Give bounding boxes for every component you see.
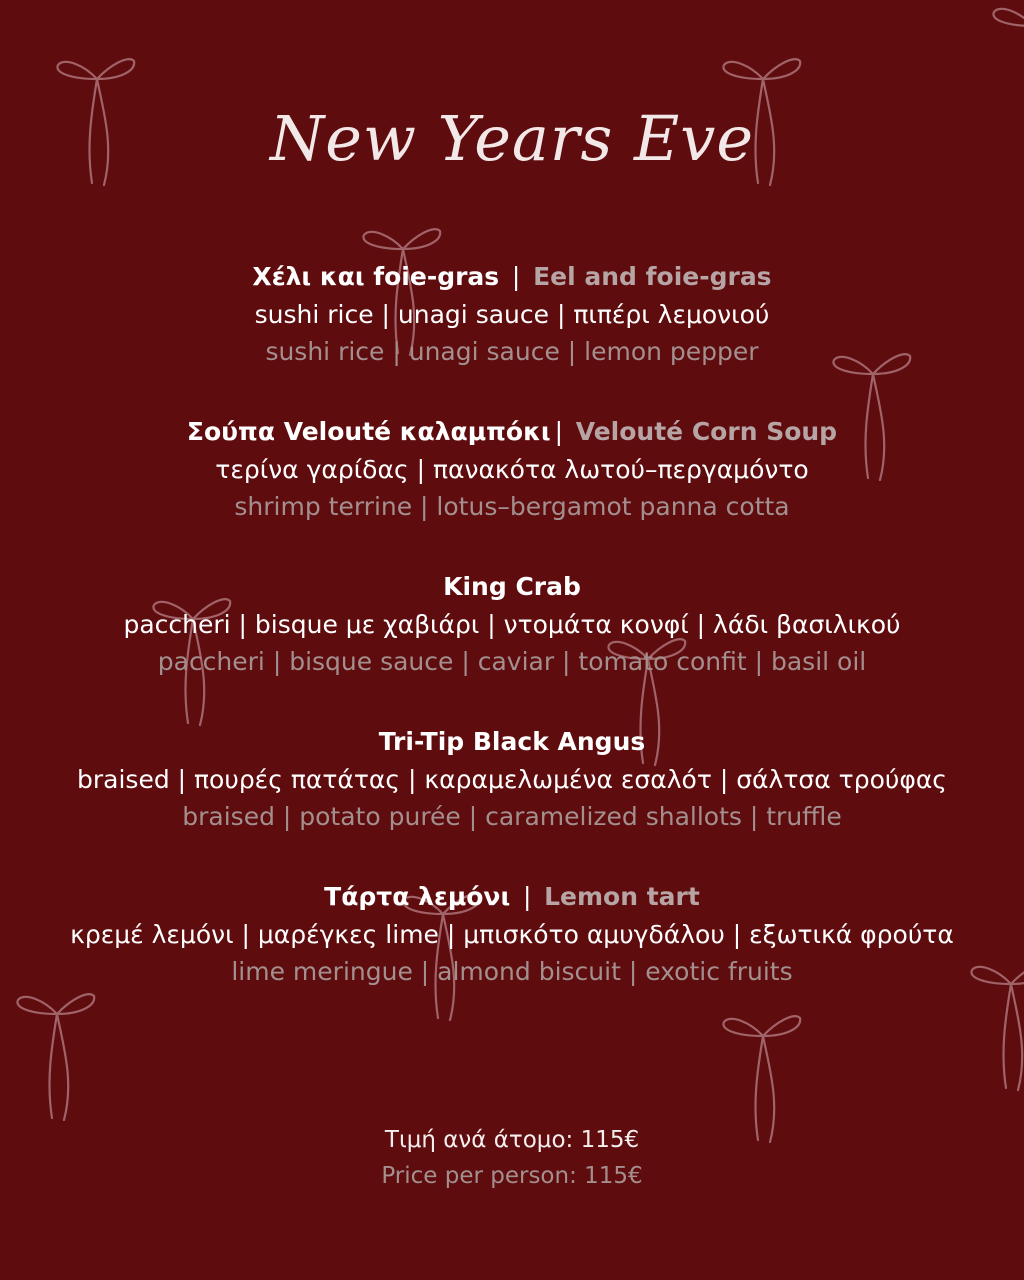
- course-item: [0, 723, 1024, 878]
- course-description-greek: paccheri | bisque με χαβιάρι | ντομάτα κονφί | λάδι βασιλικού: [123, 610, 901, 639]
- course-description-english: lime meringue | almond biscuit | exotic fruits: [231, 957, 793, 986]
- menu-title: New Years Eve: [269, 102, 755, 175]
- course-description-english: sushi rice | unagi sauce | lemon pepper: [265, 337, 759, 366]
- course-name: King Crab: [443, 572, 581, 601]
- course-item: [0, 413, 1024, 568]
- course-item: [0, 568, 1024, 723]
- course-item: [0, 258, 1024, 413]
- course-description-english: braised | potato purée | caramelized shallots | truffle: [182, 802, 842, 831]
- course-heading: [0, 258, 1024, 296]
- course-description-greek: braised | πουρές πατάτας | καραμελωμένα εσαλότ | σάλτσα τρούφας: [77, 765, 947, 794]
- course-name-english: Eel and foie-gras: [533, 262, 772, 291]
- course-list: [0, 258, 1024, 1033]
- course-name: Tri-Tip Black Angus: [378, 727, 646, 756]
- price-greek: Τιμή ανά άτομο: 115€: [384, 1127, 640, 1153]
- heading-separator: |: [511, 262, 521, 291]
- course-description-greek: sushi rice | unagi sauce | πιπέρι λεμονιού: [254, 300, 770, 329]
- price-english: Price per person: 115€: [381, 1163, 643, 1189]
- menu-title-block: [0, 78, 1024, 198]
- course-name-greek: Σούπα Velouté καλαμπόκι: [186, 417, 551, 446]
- course-heading: [0, 413, 1024, 451]
- course-name-english: Velouté Corn Soup: [575, 417, 838, 446]
- course-description-greek: τερίνα γαρίδας | πανακότα λωτού–περγαμόντο: [215, 455, 809, 484]
- course-heading: [0, 723, 1024, 761]
- heading-separator: |: [554, 417, 564, 446]
- course-name-greek: Χέλι και foie-gras: [252, 262, 500, 291]
- course-description-english: shrimp terrine | lotus–bergamot panna cotta: [234, 492, 790, 521]
- course-heading: [0, 568, 1024, 606]
- heading-separator: |: [522, 882, 532, 911]
- price-block: [0, 1122, 1024, 1194]
- course-item: [0, 878, 1024, 1033]
- course-description-english: paccheri | bisque sauce | caviar | tomato confit | basil oil: [157, 647, 867, 676]
- course-name-greek: Τάρτα λεμόνι: [324, 882, 511, 911]
- course-heading: [0, 878, 1024, 916]
- course-name-english: Lemon tart: [544, 882, 700, 911]
- course-description-greek: κρεμέ λεμόνι | μαρέγκες lime | μπισκότο αμυγδάλου | εξωτικά φρούτα: [70, 920, 954, 949]
